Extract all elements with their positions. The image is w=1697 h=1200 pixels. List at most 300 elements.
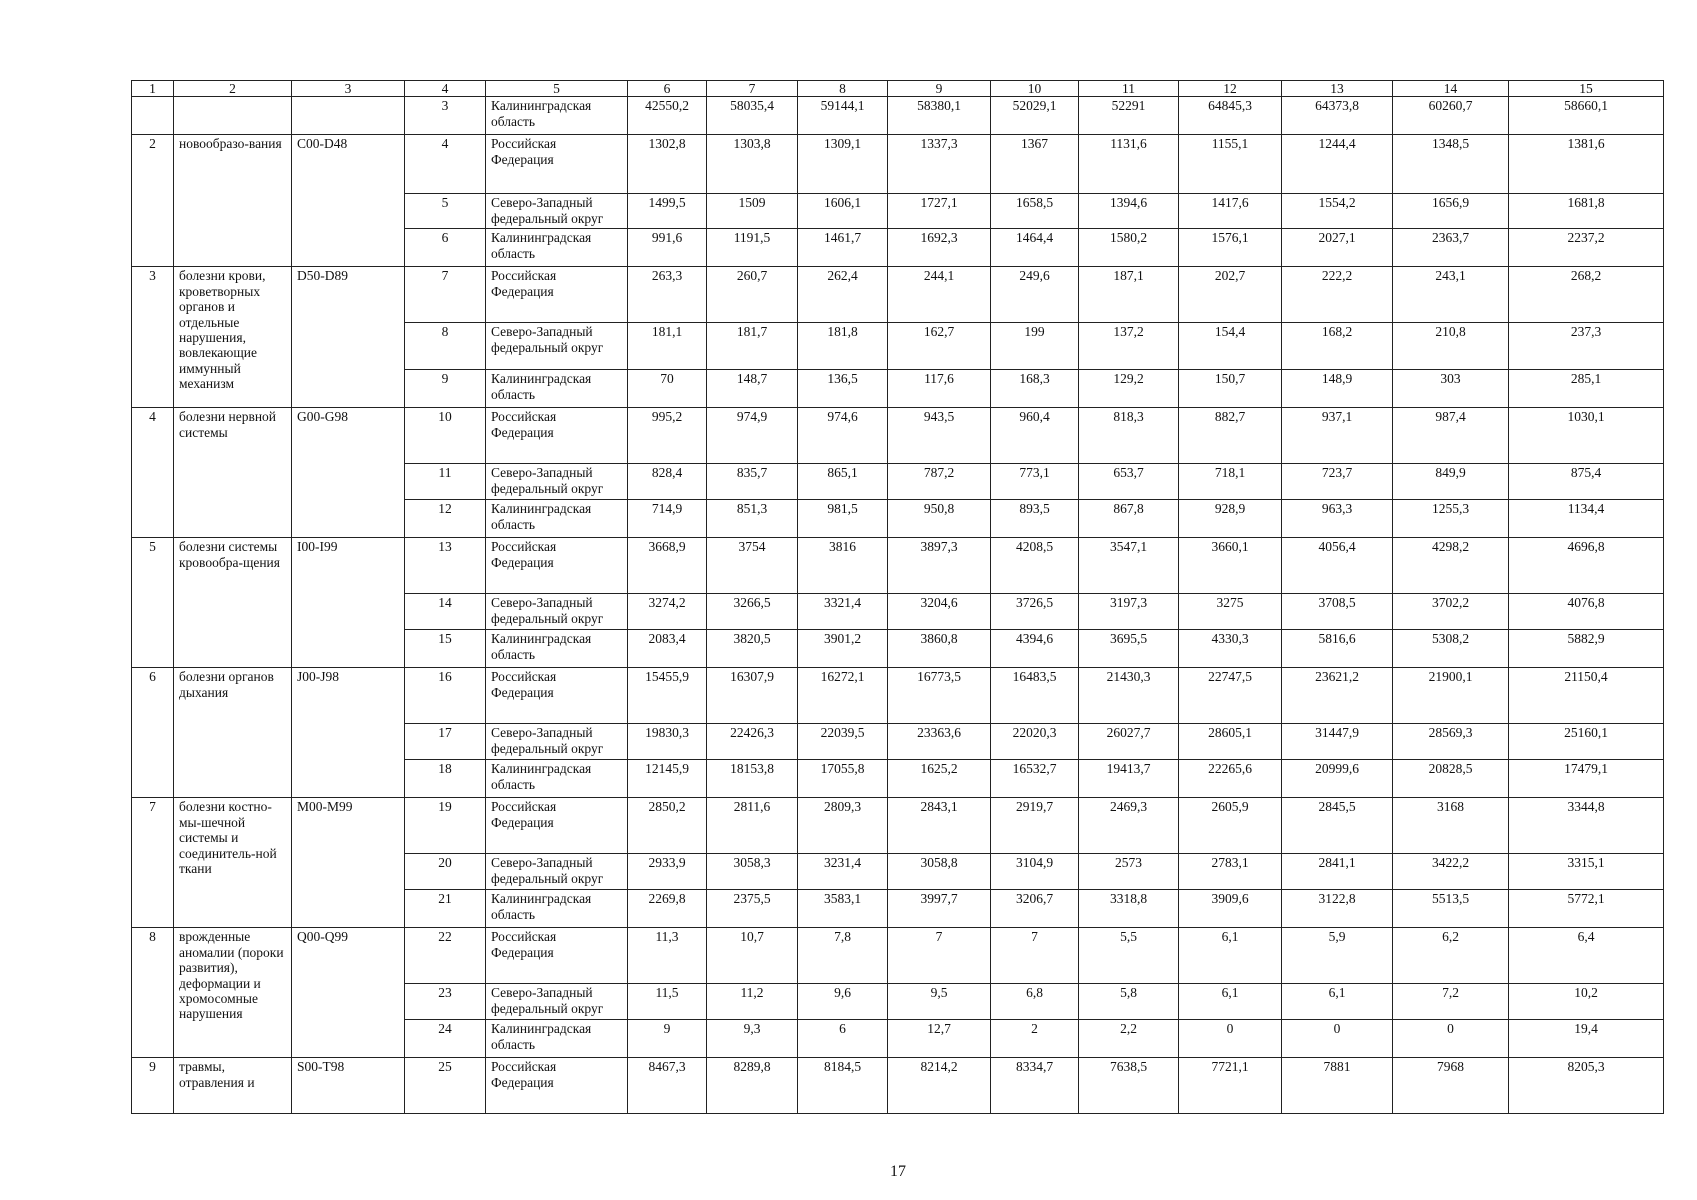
value-cell: 2573 <box>1079 854 1179 890</box>
value-cell: 3909,6 <box>1179 890 1282 928</box>
value-cell: 64373,8 <box>1282 97 1393 135</box>
line-number-cell: 8 <box>405 323 486 370</box>
value-cell: 6,1 <box>1282 984 1393 1020</box>
value-cell: 2919,7 <box>991 798 1079 854</box>
value-cell: 58660,1 <box>1509 97 1664 135</box>
value-cell: 2605,9 <box>1179 798 1282 854</box>
page-number: 17 <box>890 1163 906 1180</box>
value-cell: 58035,4 <box>707 97 798 135</box>
value-cell: 2843,1 <box>888 798 991 854</box>
value-cell: 7,2 <box>1393 984 1509 1020</box>
region-cell: Калининградская область <box>486 97 628 135</box>
value-cell: 2809,3 <box>798 798 888 854</box>
line-number-cell: 14 <box>405 594 486 630</box>
value-cell: 2363,7 <box>1393 229 1509 267</box>
value-cell: 148,7 <box>707 370 798 408</box>
value-cell: 3997,7 <box>888 890 991 928</box>
value-cell: 1576,1 <box>1179 229 1282 267</box>
value-cell: 25160,1 <box>1509 724 1664 760</box>
value-cell: 2841,1 <box>1282 854 1393 890</box>
table-row <box>132 408 1664 464</box>
row-number-cell: 3 <box>132 267 174 408</box>
value-cell: 8289,8 <box>707 1058 798 1114</box>
value-cell: 154,4 <box>1179 323 1282 370</box>
value-cell: 991,6 <box>628 229 707 267</box>
value-cell: 1509 <box>707 194 798 229</box>
value-cell: 3547,1 <box>1079 538 1179 594</box>
value-cell: 11,2 <box>707 984 798 1020</box>
value-cell: 11,5 <box>628 984 707 1020</box>
column-number-cell: 12 <box>1179 81 1282 97</box>
line-number-cell: 5 <box>405 194 486 229</box>
column-number-cell: 14 <box>1393 81 1509 97</box>
value-cell: 8205,3 <box>1509 1058 1664 1114</box>
line-number-cell: 19 <box>405 798 486 854</box>
column-number-cell: 11 <box>1079 81 1179 97</box>
value-cell: 2850,2 <box>628 798 707 854</box>
value-cell: 5772,1 <box>1509 890 1664 928</box>
value-cell: 19,4 <box>1509 1020 1664 1058</box>
value-cell: 222,2 <box>1282 267 1393 323</box>
line-number-cell: 20 <box>405 854 486 890</box>
value-cell: 818,3 <box>1079 408 1179 464</box>
value-cell: 7881 <box>1282 1058 1393 1114</box>
value-cell: 3422,2 <box>1393 854 1509 890</box>
icd-code-cell: S00-T98 <box>292 1058 405 1114</box>
value-cell: 2237,2 <box>1509 229 1664 267</box>
icd-code-cell: G00-G98 <box>292 408 405 538</box>
icd-code-cell: J00-J98 <box>292 668 405 798</box>
table-row <box>132 798 1664 854</box>
table-row <box>132 135 1664 194</box>
value-cell: 6 <box>798 1020 888 1058</box>
value-cell: 181,8 <box>798 323 888 370</box>
value-cell: 3168 <box>1393 798 1509 854</box>
value-cell: 995,2 <box>628 408 707 464</box>
value-cell: 4298,2 <box>1393 538 1509 594</box>
value-cell: 20828,5 <box>1393 760 1509 798</box>
value-cell: 1030,1 <box>1509 408 1664 464</box>
row-number-cell: 6 <box>132 668 174 798</box>
icd-code-cell <box>292 97 405 135</box>
region-cell: Северо-Западный федеральный округ <box>486 984 628 1020</box>
row-number-cell: 8 <box>132 928 174 1058</box>
value-cell: 4696,8 <box>1509 538 1664 594</box>
line-number-cell: 10 <box>405 408 486 464</box>
disease-class-cell: врожденные аномалии (пороки развития), деформации и хромосомные нарушения <box>174 928 292 1058</box>
table-row <box>132 267 1664 323</box>
line-number-cell: 11 <box>405 464 486 500</box>
value-cell: 17479,1 <box>1509 760 1664 798</box>
value-cell: 70 <box>628 370 707 408</box>
value-cell: 22747,5 <box>1179 668 1282 724</box>
value-cell: 26027,7 <box>1079 724 1179 760</box>
region-cell: Северо-Западный федеральный округ <box>486 854 628 890</box>
value-cell: 17055,8 <box>798 760 888 798</box>
value-cell: 3702,2 <box>1393 594 1509 630</box>
value-cell: 937,1 <box>1282 408 1393 464</box>
disease-class-cell: травмы, отравления и <box>174 1058 292 1114</box>
value-cell: 58380,1 <box>888 97 991 135</box>
value-cell: 199 <box>991 323 1079 370</box>
value-cell: 9,5 <box>888 984 991 1020</box>
region-cell: Северо-Западный федеральный округ <box>486 464 628 500</box>
value-cell: 3197,3 <box>1079 594 1179 630</box>
value-cell: 723,7 <box>1282 464 1393 500</box>
value-cell: 21150,4 <box>1509 668 1664 724</box>
value-cell: 244,1 <box>888 267 991 323</box>
line-number-cell: 3 <box>405 97 486 135</box>
value-cell: 1255,3 <box>1393 500 1509 538</box>
value-cell: 1692,3 <box>888 229 991 267</box>
value-cell: 148,9 <box>1282 370 1393 408</box>
column-number-cell: 15 <box>1509 81 1664 97</box>
column-number-cell: 5 <box>486 81 628 97</box>
line-number-cell: 4 <box>405 135 486 194</box>
value-cell: 0 <box>1282 1020 1393 1058</box>
row-number-cell <box>132 97 174 135</box>
table-row <box>132 928 1664 984</box>
morbidity-table <box>131 80 1664 1114</box>
line-number-cell: 12 <box>405 500 486 538</box>
value-cell: 1554,2 <box>1282 194 1393 229</box>
region-cell: Северо-Западный федеральный округ <box>486 194 628 229</box>
value-cell: 22020,3 <box>991 724 1079 760</box>
value-cell: 867,8 <box>1079 500 1179 538</box>
disease-class-cell: новообразо-вания <box>174 135 292 267</box>
column-number-cell: 9 <box>888 81 991 97</box>
value-cell: 4330,3 <box>1179 630 1282 668</box>
value-cell: 974,6 <box>798 408 888 464</box>
line-number-cell: 25 <box>405 1058 486 1114</box>
value-cell: 928,9 <box>1179 500 1282 538</box>
value-cell: 1131,6 <box>1079 135 1179 194</box>
value-cell: 19830,3 <box>628 724 707 760</box>
region-cell: Калининградская область <box>486 630 628 668</box>
value-cell: 3583,1 <box>798 890 888 928</box>
value-cell: 6,4 <box>1509 928 1664 984</box>
line-number-cell: 23 <box>405 984 486 1020</box>
disease-class-cell: болезни костно-мы-шечной системы и соединитель-ной ткани <box>174 798 292 928</box>
value-cell: 59144,1 <box>798 97 888 135</box>
value-cell: 237,3 <box>1509 323 1664 370</box>
value-cell: 8184,5 <box>798 1058 888 1114</box>
value-cell: 210,8 <box>1393 323 1509 370</box>
line-number-cell: 18 <box>405 760 486 798</box>
value-cell: 835,7 <box>707 464 798 500</box>
value-cell: 11,3 <box>628 928 707 984</box>
icd-code-cell: D50-D89 <box>292 267 405 408</box>
value-cell: 285,1 <box>1509 370 1664 408</box>
value-cell: 2469,3 <box>1079 798 1179 854</box>
value-cell: 3660,1 <box>1179 538 1282 594</box>
value-cell: 262,4 <box>798 267 888 323</box>
value-cell: 718,1 <box>1179 464 1282 500</box>
value-cell: 117,6 <box>888 370 991 408</box>
value-cell: 1580,2 <box>1079 229 1179 267</box>
value-cell: 5,8 <box>1079 984 1179 1020</box>
value-cell: 0 <box>1393 1020 1509 1058</box>
value-cell: 6,1 <box>1179 984 1282 1020</box>
value-cell: 1681,8 <box>1509 194 1664 229</box>
value-cell: 2269,8 <box>628 890 707 928</box>
value-cell: 2845,5 <box>1282 798 1393 854</box>
value-cell: 7 <box>888 928 991 984</box>
value-cell: 3315,1 <box>1509 854 1664 890</box>
value-cell: 981,5 <box>798 500 888 538</box>
value-cell: 9 <box>628 1020 707 1058</box>
value-cell: 1461,7 <box>798 229 888 267</box>
value-cell: 2375,5 <box>707 890 798 928</box>
value-cell: 3708,5 <box>1282 594 1393 630</box>
value-cell: 3321,4 <box>798 594 888 630</box>
region-cell: Российская Федерация <box>486 1058 628 1114</box>
value-cell: 3695,5 <box>1079 630 1179 668</box>
line-number-cell: 22 <box>405 928 486 984</box>
value-cell: 150,7 <box>1179 370 1282 408</box>
value-cell: 22426,3 <box>707 724 798 760</box>
table-row <box>132 1058 1664 1114</box>
region-cell: Калининградская область <box>486 1020 628 1058</box>
value-cell: 974,9 <box>707 408 798 464</box>
value-cell: 1367 <box>991 135 1079 194</box>
value-cell: 16272,1 <box>798 668 888 724</box>
value-cell: 2 <box>991 1020 1079 1058</box>
value-cell: 787,2 <box>888 464 991 500</box>
region-cell: Российская Федерация <box>486 668 628 724</box>
value-cell: 3204,6 <box>888 594 991 630</box>
region-cell: Северо-Западный федеральный округ <box>486 724 628 760</box>
value-cell: 882,7 <box>1179 408 1282 464</box>
value-cell: 52029,1 <box>991 97 1079 135</box>
value-cell: 828,4 <box>628 464 707 500</box>
value-cell: 21900,1 <box>1393 668 1509 724</box>
value-cell: 3231,4 <box>798 854 888 890</box>
value-cell: 3122,8 <box>1282 890 1393 928</box>
value-cell: 6,1 <box>1179 928 1282 984</box>
value-cell: 3318,8 <box>1079 890 1179 928</box>
value-cell: 4394,6 <box>991 630 1079 668</box>
value-cell: 3816 <box>798 538 888 594</box>
value-cell: 136,5 <box>798 370 888 408</box>
value-cell: 2083,4 <box>628 630 707 668</box>
value-cell: 1309,1 <box>798 135 888 194</box>
value-cell: 10,2 <box>1509 984 1664 1020</box>
value-cell: 653,7 <box>1079 464 1179 500</box>
value-cell: 1337,3 <box>888 135 991 194</box>
value-cell: 268,2 <box>1509 267 1664 323</box>
column-number-cell: 13 <box>1282 81 1393 97</box>
value-cell: 12,7 <box>888 1020 991 1058</box>
icd-code-cell: M00-M99 <box>292 798 405 928</box>
column-number-cell: 10 <box>991 81 1079 97</box>
region-cell: Калининградская область <box>486 760 628 798</box>
column-number-cell: 6 <box>628 81 707 97</box>
icd-code-cell: Q00-Q99 <box>292 928 405 1058</box>
value-cell: 7638,5 <box>1079 1058 1179 1114</box>
line-number-cell: 15 <box>405 630 486 668</box>
icd-code-cell: I00-I99 <box>292 538 405 668</box>
region-cell: Северо-Западный федеральный округ <box>486 323 628 370</box>
value-cell: 52291 <box>1079 97 1179 135</box>
column-number-cell: 2 <box>174 81 292 97</box>
row-number-cell: 7 <box>132 798 174 928</box>
table-row <box>132 668 1664 724</box>
value-cell: 7,8 <box>798 928 888 984</box>
value-cell: 963,3 <box>1282 500 1393 538</box>
value-cell: 7 <box>991 928 1079 984</box>
value-cell: 3206,7 <box>991 890 1079 928</box>
region-cell: Калининградская область <box>486 890 628 928</box>
value-cell: 6,2 <box>1393 928 1509 984</box>
value-cell: 64845,3 <box>1179 97 1282 135</box>
value-cell: 3860,8 <box>888 630 991 668</box>
value-cell: 20999,6 <box>1282 760 1393 798</box>
value-cell: 1134,4 <box>1509 500 1664 538</box>
value-cell: 960,4 <box>991 408 1079 464</box>
column-number-cell: 4 <box>405 81 486 97</box>
table-row <box>132 97 1664 135</box>
region-cell: Российская Федерация <box>486 928 628 984</box>
value-cell: 2027,1 <box>1282 229 1393 267</box>
value-cell: 1303,8 <box>707 135 798 194</box>
line-number-cell: 9 <box>405 370 486 408</box>
line-number-cell: 7 <box>405 267 486 323</box>
region-cell: Калининградская область <box>486 229 628 267</box>
icd-code-cell: C00-D48 <box>292 135 405 267</box>
value-cell: 19413,7 <box>1079 760 1179 798</box>
region-cell: Российская Федерация <box>486 135 628 194</box>
value-cell: 22039,5 <box>798 724 888 760</box>
value-cell: 3058,8 <box>888 854 991 890</box>
value-cell: 773,1 <box>991 464 1079 500</box>
disease-class-cell: болезни нервной системы <box>174 408 292 538</box>
value-cell: 28569,3 <box>1393 724 1509 760</box>
value-cell: 181,1 <box>628 323 707 370</box>
value-cell: 5513,5 <box>1393 890 1509 928</box>
value-cell: 1394,6 <box>1079 194 1179 229</box>
value-cell: 6,8 <box>991 984 1079 1020</box>
value-cell: 1658,5 <box>991 194 1079 229</box>
value-cell: 3344,8 <box>1509 798 1664 854</box>
value-cell: 893,5 <box>991 500 1079 538</box>
value-cell: 987,4 <box>1393 408 1509 464</box>
value-cell: 21430,3 <box>1079 668 1179 724</box>
value-cell: 1625,2 <box>888 760 991 798</box>
value-cell: 1727,1 <box>888 194 991 229</box>
value-cell: 2,2 <box>1079 1020 1179 1058</box>
value-cell: 168,3 <box>991 370 1079 408</box>
value-cell: 3266,5 <box>707 594 798 630</box>
line-number-cell: 24 <box>405 1020 486 1058</box>
line-number-cell: 21 <box>405 890 486 928</box>
row-number-cell: 9 <box>132 1058 174 1114</box>
value-cell: 23363,6 <box>888 724 991 760</box>
region-cell: Российская Федерация <box>486 798 628 854</box>
value-cell: 10,7 <box>707 928 798 984</box>
value-cell: 15455,9 <box>628 668 707 724</box>
value-cell: 129,2 <box>1079 370 1179 408</box>
disease-class-cell: болезни крови, кроветворных органов и отдельные нарушения, вовлекающие иммунный механизм <box>174 267 292 408</box>
value-cell: 4208,5 <box>991 538 1079 594</box>
value-cell: 0 <box>1179 1020 1282 1058</box>
value-cell: 5,9 <box>1282 928 1393 984</box>
value-cell: 1606,1 <box>798 194 888 229</box>
value-cell: 950,8 <box>888 500 991 538</box>
value-cell: 8467,3 <box>628 1058 707 1114</box>
value-cell: 875,4 <box>1509 464 1664 500</box>
value-cell: 16307,9 <box>707 668 798 724</box>
value-cell: 243,1 <box>1393 267 1509 323</box>
value-cell: 60260,7 <box>1393 97 1509 135</box>
value-cell: 3104,9 <box>991 854 1079 890</box>
value-cell: 8334,7 <box>991 1058 1079 1114</box>
value-cell: 249,6 <box>991 267 1079 323</box>
value-cell: 3668,9 <box>628 538 707 594</box>
value-cell: 3275 <box>1179 594 1282 630</box>
value-cell: 12145,9 <box>628 760 707 798</box>
region-cell: Российская Федерация <box>486 267 628 323</box>
value-cell: 22265,6 <box>1179 760 1282 798</box>
column-number-cell: 1 <box>132 81 174 97</box>
value-cell: 1155,1 <box>1179 135 1282 194</box>
column-number-cell: 3 <box>292 81 405 97</box>
region-cell: Северо-Западный федеральный округ <box>486 594 628 630</box>
value-cell: 865,1 <box>798 464 888 500</box>
value-cell: 1244,4 <box>1282 135 1393 194</box>
table-body <box>132 81 1664 1114</box>
line-number-cell: 13 <box>405 538 486 594</box>
row-number-cell: 2 <box>132 135 174 267</box>
value-cell: 16483,5 <box>991 668 1079 724</box>
value-cell: 16532,7 <box>991 760 1079 798</box>
value-cell: 714,9 <box>628 500 707 538</box>
disease-class-cell: болезни органов дыхания <box>174 668 292 798</box>
value-cell: 16773,5 <box>888 668 991 724</box>
value-cell: 9,6 <box>798 984 888 1020</box>
value-cell: 4076,8 <box>1509 594 1664 630</box>
value-cell: 18153,8 <box>707 760 798 798</box>
row-number-cell: 4 <box>132 408 174 538</box>
value-cell: 137,2 <box>1079 323 1179 370</box>
value-cell: 9,3 <box>707 1020 798 1058</box>
value-cell: 5882,9 <box>1509 630 1664 668</box>
value-cell: 1348,5 <box>1393 135 1509 194</box>
region-cell: Российская Федерация <box>486 408 628 464</box>
value-cell: 7968 <box>1393 1058 1509 1114</box>
value-cell: 2933,9 <box>628 854 707 890</box>
line-number-cell: 17 <box>405 724 486 760</box>
value-cell: 202,7 <box>1179 267 1282 323</box>
value-cell: 3274,2 <box>628 594 707 630</box>
value-cell: 1381,6 <box>1509 135 1664 194</box>
region-cell: Калининградская область <box>486 500 628 538</box>
value-cell: 23621,2 <box>1282 668 1393 724</box>
value-cell: 1302,8 <box>628 135 707 194</box>
value-cell: 263,3 <box>628 267 707 323</box>
value-cell: 303 <box>1393 370 1509 408</box>
value-cell: 28605,1 <box>1179 724 1282 760</box>
value-cell: 3058,3 <box>707 854 798 890</box>
value-cell: 1656,9 <box>1393 194 1509 229</box>
value-cell: 1464,4 <box>991 229 1079 267</box>
value-cell: 3726,5 <box>991 594 1079 630</box>
value-cell: 5,5 <box>1079 928 1179 984</box>
table-row <box>132 538 1664 594</box>
value-cell: 4056,4 <box>1282 538 1393 594</box>
value-cell: 2783,1 <box>1179 854 1282 890</box>
value-cell: 181,7 <box>707 323 798 370</box>
